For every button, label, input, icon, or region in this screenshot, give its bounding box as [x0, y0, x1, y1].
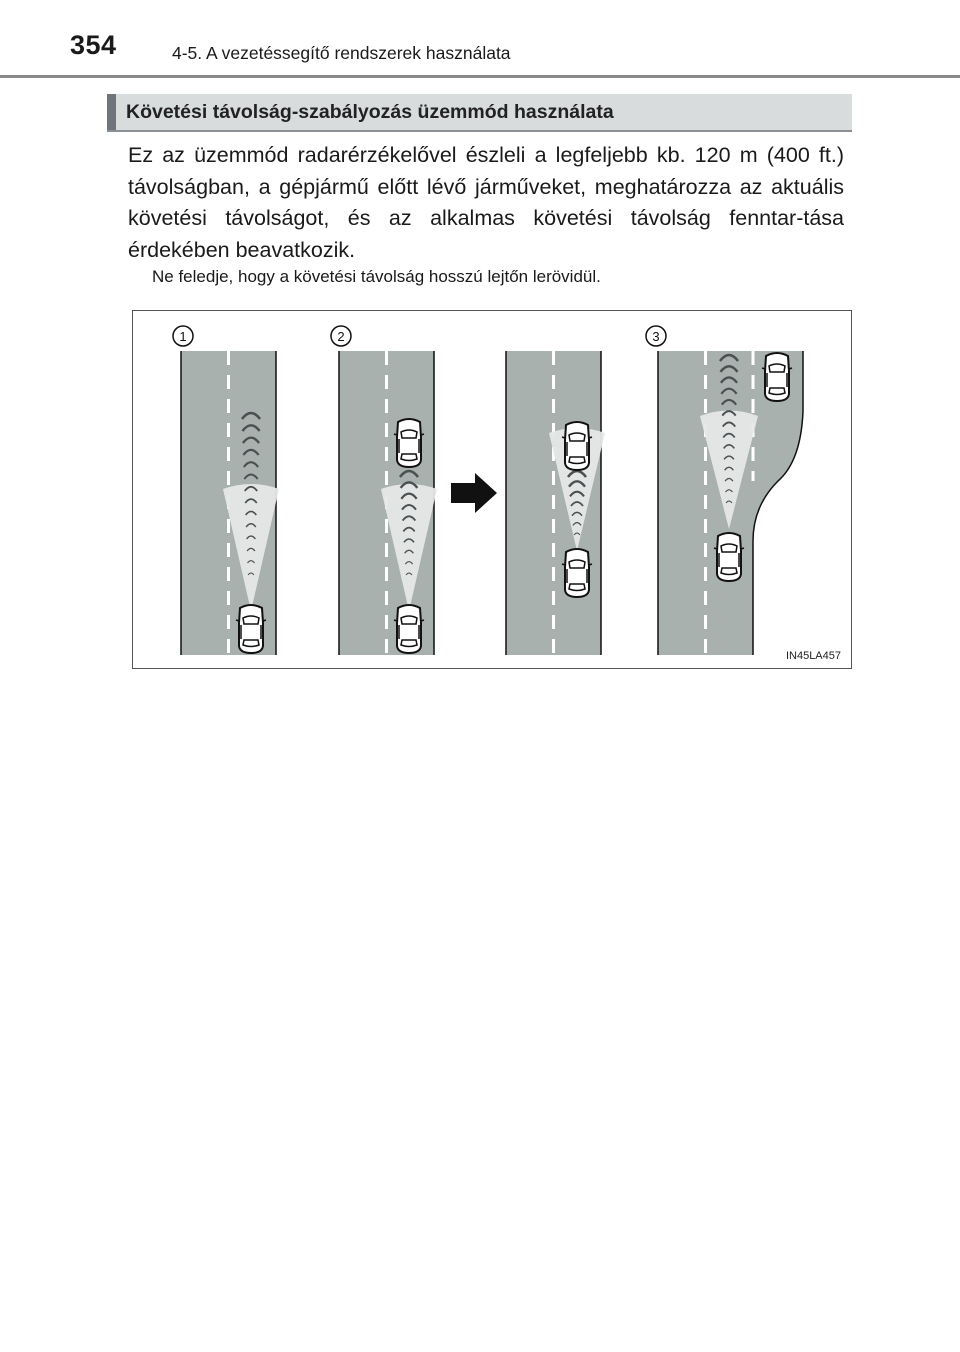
- car-icon: [714, 533, 744, 581]
- radar-following-figure: [132, 310, 852, 669]
- scene-label-2: 2: [337, 329, 345, 344]
- car-icon: [236, 605, 266, 653]
- body-paragraph: Ez az üzemmód radarérzékelővel észleli a legfeljebb kb. 120 m (400 ft.) távolságban, a gépjármű előtt lévő járműveket, meghatározza az aktuális követési távolságot, és az alkalmas követési távolság fenntar-tása érdekében beavatkozik.: [128, 143, 844, 262]
- section-accent: [107, 94, 116, 130]
- scene-label-3: 3: [652, 329, 660, 344]
- car-icon: [394, 419, 424, 467]
- section-heading-bar: [107, 94, 852, 132]
- section-title: Követési távolság-szabályozás üzemmód használata: [126, 101, 614, 123]
- car-icon: [762, 353, 792, 401]
- chapter-title: 4-5. A vezetéssegítő rendszerek használata: [172, 43, 511, 63]
- car-icon: [394, 605, 424, 653]
- label-circle-3: [646, 326, 666, 346]
- label-circle-2: [331, 326, 351, 346]
- car-icon: [562, 422, 592, 470]
- note-text: Ne feledje, hogy a követési távolság hosszú lejtőn lerövidül.: [152, 267, 601, 286]
- page-number: 354: [70, 30, 117, 60]
- figure-code: IN45LA457: [785, 650, 841, 662]
- right-arrow-icon: [451, 473, 497, 513]
- label-circle-1: [173, 326, 193, 346]
- scene-label-1: 1: [179, 329, 187, 344]
- figure-canvas: [133, 311, 853, 670]
- header-divider: [0, 75, 960, 78]
- car-icon: [562, 549, 592, 597]
